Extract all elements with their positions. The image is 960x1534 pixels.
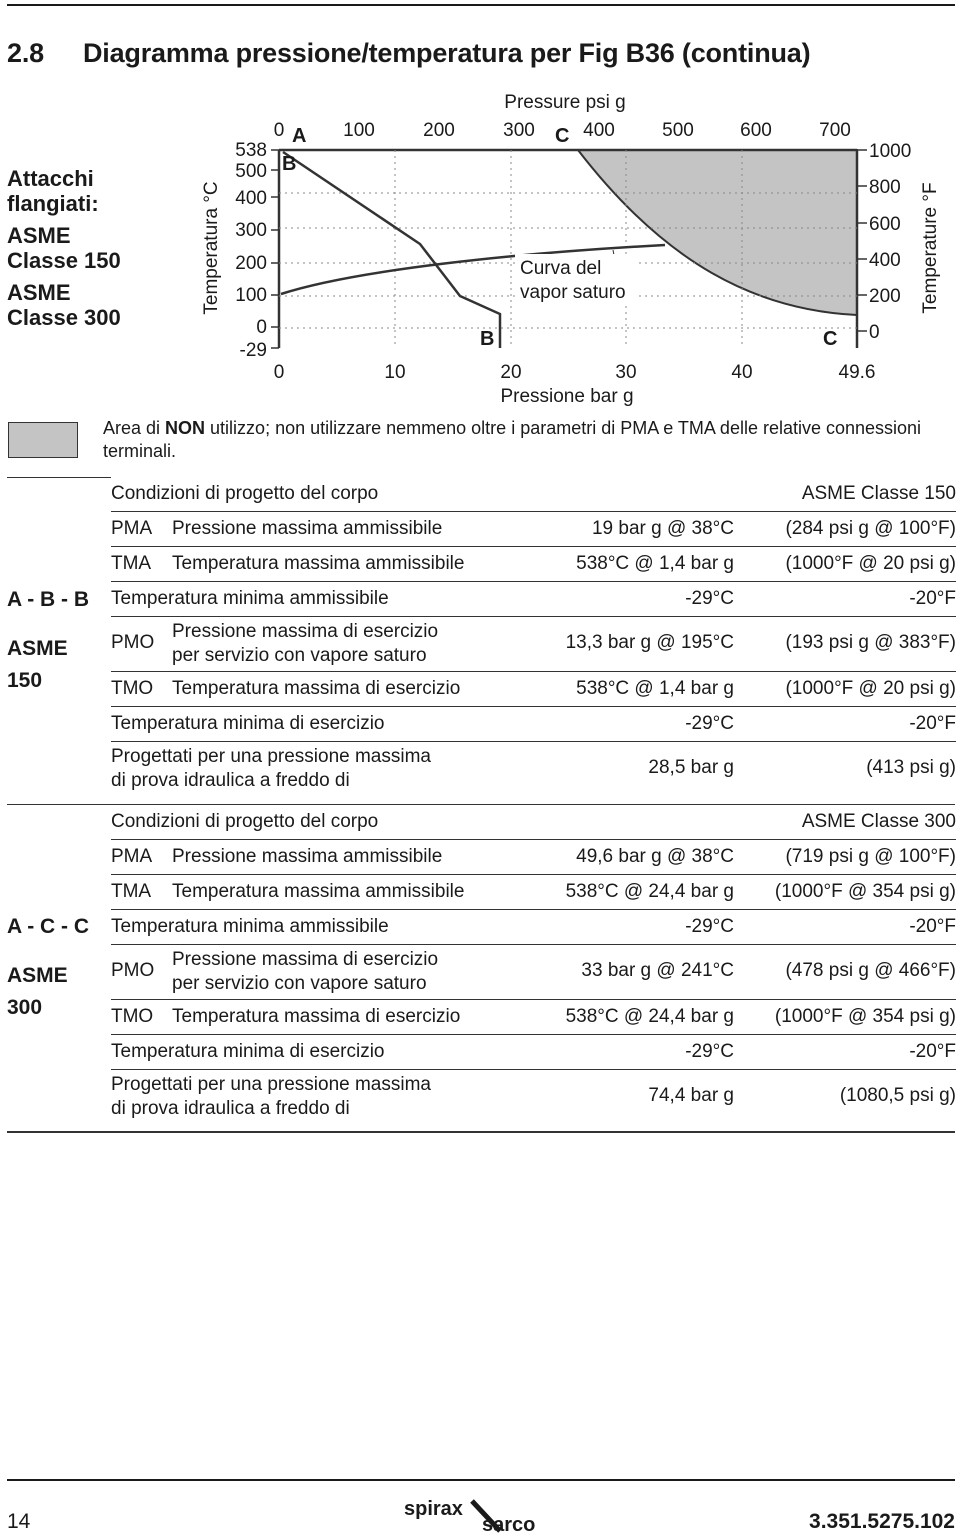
row-value-imperial: -20°F: [909, 588, 956, 609]
row-value-imperial: ASME Classe 300: [801, 811, 956, 832]
row-code: TMA: [111, 881, 152, 902]
table-row: [111, 840, 956, 875]
table-row: [111, 875, 956, 910]
connection-asme-150: ASME Classe 150: [7, 223, 121, 273]
row-value-imperial: ASME Classe 150: [801, 483, 956, 504]
pressure-temperature-diagram: [195, 88, 941, 408]
row-desc: Temperatura massima di esercizio: [172, 1006, 461, 1027]
bottom-tick-0: 0: [273, 362, 285, 383]
page-title: [7, 38, 810, 69]
right-tick-800: 800: [869, 177, 901, 198]
row-desc: Pressione massima ammissibile: [172, 846, 443, 867]
curve-label-line1: Curva del: [520, 258, 602, 279]
group1-path-label: A - B - B: [7, 588, 90, 611]
top-tick-500: 500: [662, 120, 694, 141]
connection-asme-300: ASME Classe 300: [7, 280, 121, 330]
top-tick-200: 200: [423, 120, 455, 141]
row-desc: Temperatura minima di esercizio: [111, 1041, 385, 1062]
logo-word-2: sarco: [482, 1514, 536, 1534]
table-row: [111, 477, 956, 512]
row-desc-line2: di prova idraulica a freddo di: [111, 1098, 350, 1119]
group2-path-label: A - C - C: [7, 915, 90, 938]
row-desc: Pressione massima ammissibile: [172, 518, 443, 539]
row-value-imperial: (719 psi g @ 100°F): [785, 846, 956, 867]
row-value-imperial: -20°F: [909, 1041, 956, 1062]
row-desc-line1: Pressione massima di esercizio: [172, 621, 439, 642]
row-value-imperial: -20°F: [909, 916, 956, 937]
bottom-tick-10: 10: [384, 362, 406, 383]
table-row: [111, 672, 956, 707]
row-desc: Condizioni di progetto del corpo: [111, 811, 379, 832]
class-150-limit-line: [283, 152, 500, 348]
table-row: [111, 945, 956, 1000]
left-tick-538: 538: [235, 140, 267, 161]
row-value-metric: -29°C: [685, 1041, 734, 1062]
left-tick-minus29: -29: [239, 340, 267, 361]
left-tick-500: 500: [235, 161, 267, 182]
row-desc: [172, 948, 438, 996]
row-desc: [172, 620, 438, 668]
page-number: 14: [7, 1510, 31, 1533]
top-tick-100: 100: [343, 120, 375, 141]
legend-text-bold: NON: [165, 418, 206, 438]
row-code: PMO: [111, 632, 155, 653]
row-value-imperial: (1000°F @ 20 psi g): [785, 678, 956, 699]
left-tick-100: 100: [235, 285, 267, 306]
group2-class-label: 300: [7, 996, 43, 1019]
table-row: [111, 512, 956, 547]
row-value-metric: 13,3 bar g @ 195°C: [565, 632, 734, 653]
section-title: Diagramma pressione/temperatura per Fig B36 (continua): [83, 38, 811, 68]
row-desc: Temperatura minima di esercizio: [111, 713, 385, 734]
bottom-tick-30: 30: [615, 362, 637, 383]
right-tick-1000: 1000: [869, 141, 912, 162]
row-desc-line2: di prova idraulica a freddo di: [111, 770, 350, 791]
row-code: PMA: [111, 846, 153, 867]
right-tick-200: 200: [869, 286, 901, 307]
bottom-tick-49-6: 49.6: [838, 362, 876, 383]
group1-rule: [7, 477, 111, 478]
row-value-metric: 538°C @ 1,4 bar g: [576, 678, 734, 699]
connection-list: [7, 166, 137, 337]
row-value-imperial: (193 psi g @ 383°F): [785, 632, 956, 653]
right-tick-600: 600: [869, 214, 901, 235]
document-number: 3.351.5275.102: [809, 1510, 955, 1533]
row-desc-line2: per servizio con vapore saturo: [172, 645, 427, 666]
legend-text-end: utilizzo; non utilizzare nemmeno oltre i parametri di PMA e TMA delle relative connessioni terminali.: [103, 418, 922, 461]
row-desc-line2: per servizio con vapore saturo: [172, 973, 427, 994]
logo-word-1: spirax: [404, 1498, 463, 1520]
top-tick-400: 400: [583, 120, 615, 141]
right-tick-0: 0: [869, 322, 880, 343]
group1-table: [111, 477, 956, 796]
group1-standard-label: ASME: [7, 637, 68, 660]
row-value-imperial: (478 psi g @ 466°F): [785, 960, 956, 981]
row-desc-line1: Pressione massima di esercizio: [172, 949, 439, 970]
footer-rule: [7, 1479, 955, 1481]
group2-table: [111, 805, 956, 1124]
no-use-area-swatch: [8, 422, 78, 458]
left-tick-300: 300: [235, 220, 267, 241]
row-value-metric: 33 bar g @ 241°C: [581, 960, 734, 981]
top-axis-title: Pressure psi g: [504, 92, 626, 113]
section-number: 2.8: [7, 38, 44, 68]
row-value-imperial: (413 psi g): [866, 757, 956, 778]
table-row: [111, 742, 956, 796]
table-row: [111, 547, 956, 582]
group1-label: [7, 584, 89, 697]
row-value-metric: 538°C @ 24,4 bar g: [565, 881, 734, 902]
row-code: PMA: [111, 518, 153, 539]
row-desc-line1: Progettati per una pressione massima: [111, 1074, 431, 1095]
legend-text: [103, 417, 958, 463]
row-desc: Temperatura minima ammissibile: [111, 588, 389, 609]
row-desc: Condizioni di progetto del corpo: [111, 483, 379, 504]
bottom-tick-20: 20: [500, 362, 522, 383]
right-ticks: [857, 150, 867, 331]
row-desc: [111, 1073, 431, 1121]
left-tick-0: 0: [256, 317, 267, 338]
group1-class-label: 150: [7, 669, 43, 692]
row-value-metric: -29°C: [685, 588, 734, 609]
right-axis-title: Temperature °F: [920, 182, 941, 314]
row-desc: Temperatura massima ammissibile: [172, 881, 465, 902]
row-desc: Temperatura minima ammissibile: [111, 916, 389, 937]
row-value-metric: 28,5 bar g: [648, 757, 734, 778]
table-row: [111, 805, 956, 840]
table-row: [111, 707, 956, 742]
row-value-metric: -29°C: [685, 713, 734, 734]
table-row: [111, 617, 956, 672]
table-row: [111, 1035, 956, 1070]
row-code: PMO: [111, 960, 155, 981]
row-value-metric: 19 bar g @ 38°C: [591, 518, 734, 539]
bottom-axis-title: Pressione bar g: [500, 386, 634, 407]
left-axis-title: Temperatura °C: [201, 181, 222, 315]
right-tick-400: 400: [869, 250, 901, 271]
group2-label: [7, 911, 89, 1024]
row-desc: Temperatura massima di esercizio: [172, 678, 461, 699]
left-tick-labels: [235, 140, 267, 361]
top-tick-700: 700: [819, 120, 851, 141]
left-tick-200: 200: [235, 253, 267, 274]
row-code: TMA: [111, 553, 152, 574]
row-desc: [111, 745, 431, 793]
legend-text-start: Area di: [103, 418, 166, 438]
table-row: [111, 1000, 956, 1035]
point-b-bottom-label: B: [480, 328, 495, 350]
row-value-imperial: (1000°F @ 20 psi g): [785, 553, 956, 574]
point-a-label: A: [292, 125, 307, 147]
row-code: TMO: [111, 678, 154, 699]
top-tick-0: 0: [273, 120, 285, 141]
row-value-imperial: -20°F: [909, 713, 956, 734]
row-value-metric: 538°C @ 1,4 bar g: [576, 553, 734, 574]
row-value-imperial: (284 psi g @ 100°F): [785, 518, 956, 539]
table-row: [111, 582, 956, 617]
group2-standard-label: ASME: [7, 964, 68, 987]
row-value-imperial: (1000°F @ 354 psi g): [774, 881, 956, 902]
right-tick-labels: [869, 141, 911, 343]
point-b-top-label: B: [282, 153, 297, 175]
row-desc-line1: Progettati per una pressione massima: [111, 746, 431, 767]
row-code: TMO: [111, 1006, 154, 1027]
row-value-metric: 538°C @ 24,4 bar g: [565, 1006, 734, 1027]
table-row: [111, 910, 956, 945]
row-value-metric: 74,4 bar g: [648, 1085, 734, 1106]
table-bottom-rule: [7, 1131, 955, 1133]
table-row: [111, 1070, 956, 1124]
top-tick-300: 300: [503, 120, 535, 141]
point-c-bottom-label: C: [823, 328, 838, 350]
top-tick-600: 600: [740, 120, 772, 141]
bottom-tick-labels: [274, 362, 876, 383]
curve-label-line2: vapor saturo: [520, 282, 626, 303]
spirax-sarco-logo: [402, 1497, 562, 1533]
row-value-imperial: (1080,5 psi g): [839, 1085, 956, 1106]
left-tick-400: 400: [235, 188, 267, 209]
bottom-tick-40: 40: [731, 362, 753, 383]
row-value-metric: -29°C: [685, 916, 734, 937]
top-rule: [7, 4, 955, 6]
row-value-metric: 49,6 bar g @ 38°C: [576, 846, 734, 867]
connections-heading: Attacchi flangiati:: [7, 166, 99, 216]
point-c-top-label: C: [555, 125, 570, 147]
row-value-imperial: (1000°F @ 354 psi g): [774, 1006, 956, 1027]
row-desc: Temperatura massima ammissibile: [172, 553, 465, 574]
